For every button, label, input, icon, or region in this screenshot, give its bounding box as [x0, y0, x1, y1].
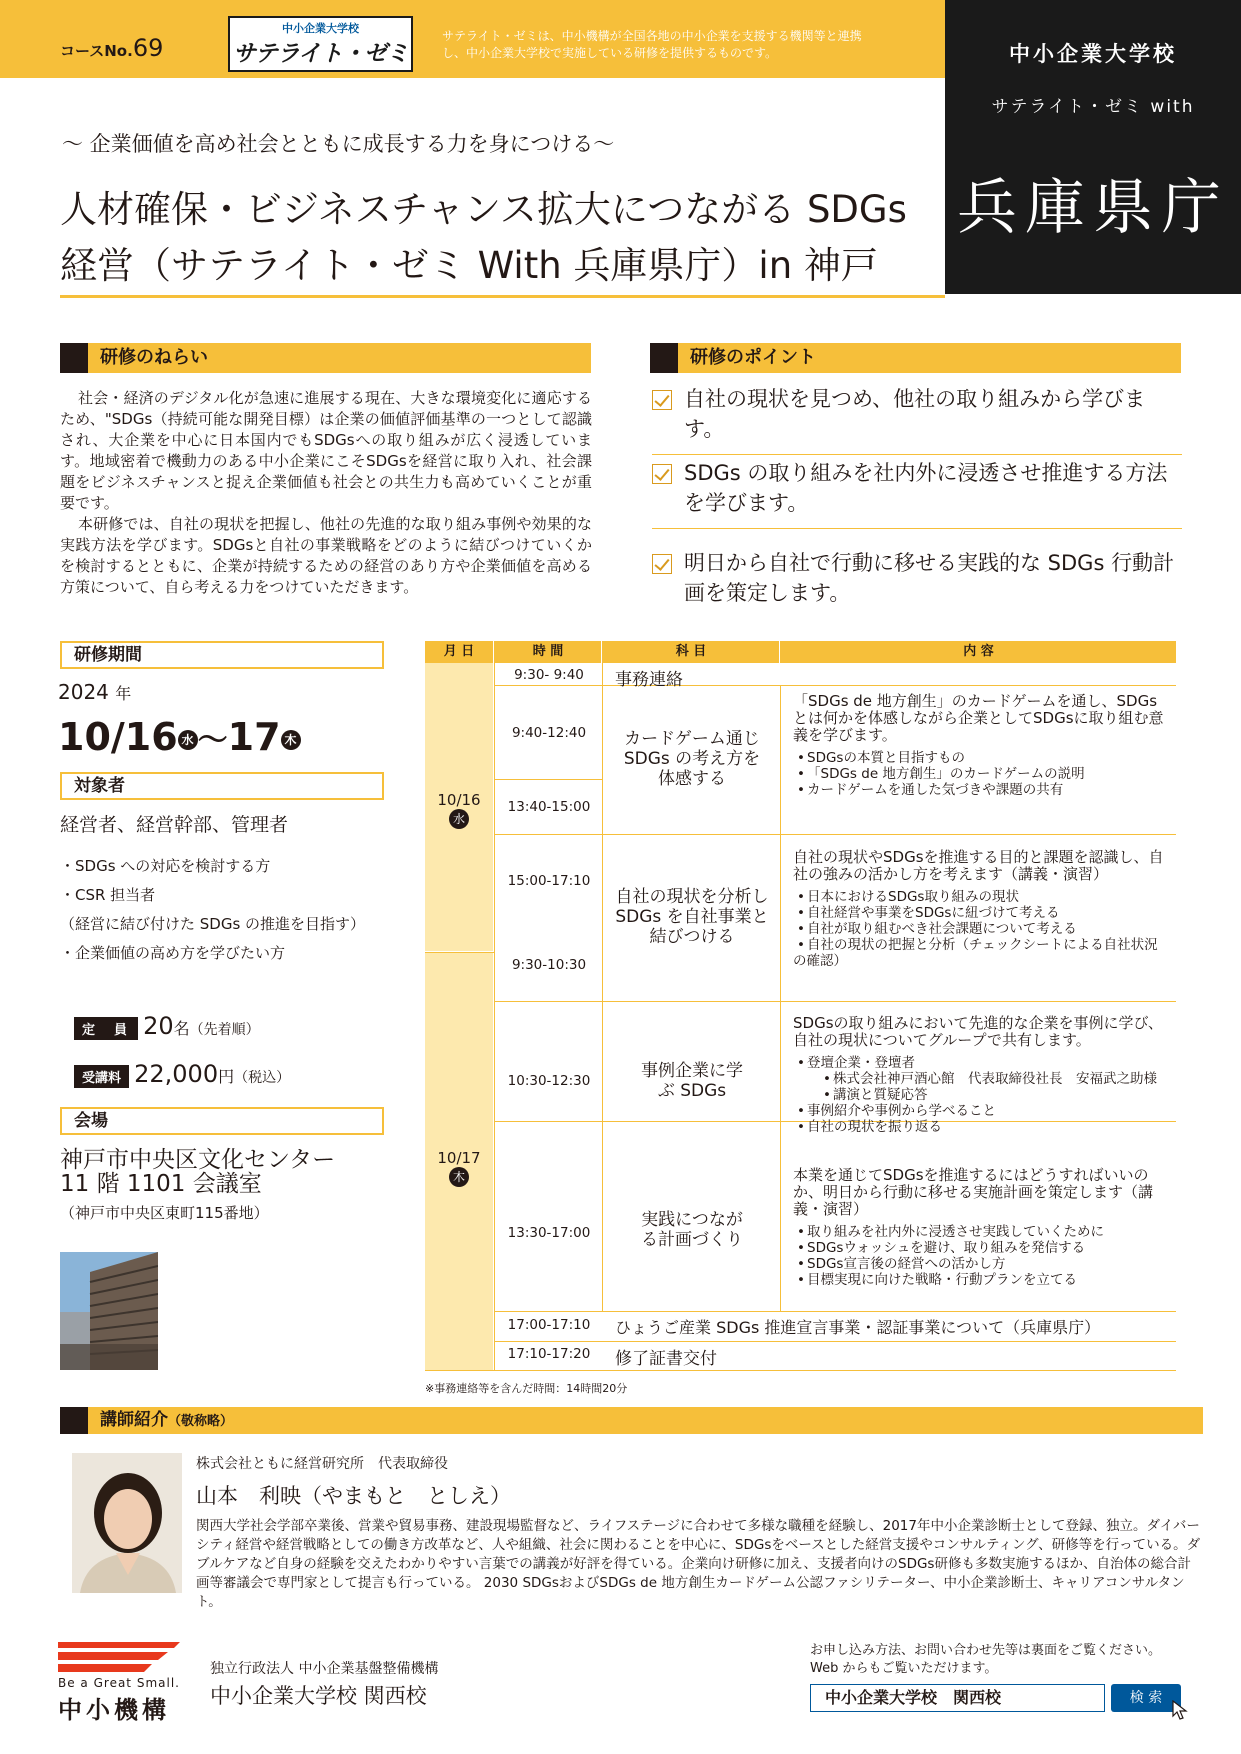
subject-text: 実践につながる計画づくり — [641, 1210, 743, 1250]
satellite-zemi-logo — [228, 16, 413, 72]
instructor-heading — [60, 1407, 1203, 1434]
subject-text: 事例企業に学ぶ SDGs — [641, 1061, 743, 1101]
end-weekday: 木 — [281, 730, 301, 750]
title-line1: 人材確保・ビジネスチャンス拡大につながる SDGs — [60, 188, 907, 231]
day2-weekday: 木 — [449, 1167, 469, 1187]
content-block — [781, 1167, 1176, 1288]
venue-address: （神戸市中央区東町115番地） — [60, 1204, 269, 1222]
page-subtitle: 〜 企業価値を高め社会とともに成長する力を身につける〜 — [62, 132, 615, 156]
search-input[interactable]: 中小企業大学校 関西校 — [810, 1684, 1105, 1712]
day1-date: 10/16 — [437, 791, 481, 809]
content-item: • SDGs宣言後の経営への活かし方 — [793, 1256, 1170, 1272]
content-desc: SDGsの取り組みにおいて先進的な企業を事例に学び、自社の現状についてグループで共有します。 — [793, 1015, 1163, 1049]
points-heading: 研修のポイント — [650, 343, 1181, 373]
time-slot: 17:10-17:20 — [507, 1346, 591, 1362]
title-underline — [60, 295, 945, 298]
org-sub: 独立行政法人 中小企業基盤整備機構 — [210, 1661, 439, 1677]
day1-weekday: 水 — [449, 809, 469, 829]
time-slot: 9:30- 9:40 — [514, 667, 584, 683]
checkbox-icon — [652, 390, 672, 410]
fee-unit: 円 — [218, 1067, 235, 1086]
fee-value: 22,000 — [134, 1060, 219, 1088]
content-item: • SDGsの本質と目指すもの — [793, 750, 1170, 766]
content-item: • 取り組みを社内外に浸透させ実践していくために — [793, 1224, 1170, 1240]
venue-name1: 神戸市中央区文化センター — [60, 1147, 336, 1173]
content-list — [793, 1055, 1170, 1135]
schedule-table — [425, 641, 1176, 1371]
day2-label — [425, 1149, 493, 1187]
time-slot: 10:30-12:30 — [507, 1073, 591, 1089]
target-item: ・CSR 担当者 — [60, 886, 156, 904]
content-item: • 自社が取り組むべき社会課題について考える — [793, 921, 1170, 937]
point-text: 自社の現状を見つめ、他社の取り組みから学びます。 — [684, 387, 1146, 441]
start-date: 10/16 — [58, 715, 178, 759]
content-item: • 日本におけるSDGs取り組みの現状 — [793, 889, 1170, 905]
col-date: 月 日 — [425, 641, 493, 663]
row9-text: 修了証書交付 — [615, 1349, 717, 1369]
start-weekday: 水 — [178, 730, 198, 750]
target-item: （経営に結び付けた SDGs の推進を目指す） — [60, 915, 366, 933]
fee-label: 受講料 — [74, 1065, 129, 1088]
content-desc: 本業を通じてSDGsを推進するにはどうすればいいのか、明日から行動に移せる実施計画を策定します（講義・演習） — [793, 1167, 1154, 1218]
page-title — [60, 182, 940, 294]
period-dates — [58, 715, 301, 759]
course-num: 69 — [132, 34, 164, 62]
time-slot: 9:40-12:40 — [511, 725, 587, 741]
content-item: • 登壇企業・登壇者 — [793, 1055, 1170, 1071]
capacity — [74, 1012, 260, 1040]
instructor-heading-text: 講師紹介 — [100, 1410, 168, 1430]
point-item — [652, 384, 1182, 455]
portrait-image — [72, 1453, 182, 1593]
instructor-heading-note: （敬称略） — [168, 1414, 234, 1429]
content-item: • 事例紹介や事例から学べること — [793, 1103, 1170, 1119]
capacity-note: （先着順） — [189, 1022, 260, 1038]
content-block — [781, 1015, 1176, 1135]
fee — [74, 1060, 290, 1088]
period-heading: 研修期間 — [60, 641, 384, 669]
instructor-bio: 関西大学社会学部卒業後、営業や貿易事務、建設現場監督など、ライフステージに合わせて多様な職種を経験し、2017年中小企業診断士として登録、独立。ダイバーシティ経営や経営戦略としての働き方改革など、人や組織、社会に関わることを中心に、SDGsをベースとした経営支援やコンサルティング、研修等を行っている。ダブルケアなど自身の経験を交えたわかりやすい言葉での講義が好評を得ている。企業向け研修に加え、支援者向けのSDGs研修も多数実施するほか、自治体の総合計画等審議会で専門家として提言も行っている。 2030 SDGsおよびSDGs de 地方創生カードゲーム公認ファシリテーター、中小企業診断士、キャリアコンサルタント。 — [196, 1518, 1201, 1610]
target-item: ・企業価値の高め方を学びたい方 — [60, 944, 286, 962]
point-text: SDGs の取り組みを社内外に浸透させ推進する方法を学びます。 — [684, 461, 1168, 515]
content-item: • 目標実現に向けた戦略・行動プランを立てる — [793, 1272, 1170, 1288]
target-main: 経営者、経営幹部、管理者 — [60, 814, 289, 836]
content-block — [781, 693, 1176, 798]
content-list — [793, 889, 1170, 969]
content-item: • 自社の現状の把握と分析（チェックシートによる自社状況の確認） — [793, 937, 1170, 969]
instructor-name: 山本 利映（やまもと としえ） — [196, 1484, 511, 1508]
aim-para2: 本研修では、自社の現状を把握し、他社の先進的な取り組み事例や効果的な実践方法を学びます。SDGsと自社の事業戦略をどのように結びつけていくかを検討するとともに、企業が持続するための経営のあり方や企業価値を高める方策について、自ら考える力をつけていただきます。 — [60, 515, 592, 596]
venue-heading: 会場 — [60, 1107, 384, 1135]
point-item — [652, 458, 1182, 529]
checkbox-icon — [652, 554, 672, 574]
aim-text — [60, 388, 592, 598]
content-item: • 自社経営や事業をSDGsに紐づけて考える — [793, 905, 1170, 921]
row8-text: ひょうご産業 SDGs 推進宣言事業・認証事業について（兵庫県庁） — [615, 1318, 1101, 1337]
capacity-unit: 名 — [173, 1019, 190, 1038]
search-button[interactable]: 検 索 — [1111, 1684, 1181, 1712]
program-intro: サテライト・ゼミは、中小機構が全国各地の中小企業を支援する機関等と連携し、中小企業大学校で実施している研修を提供するものです。 — [442, 29, 862, 60]
capacity-label: 定 員 — [74, 1017, 138, 1040]
time-slot: 15:00-17:10 — [507, 873, 591, 889]
building-image — [60, 1252, 158, 1370]
cursor-icon — [1172, 1700, 1188, 1724]
end-date: 17 — [227, 715, 281, 759]
checkbox-icon — [652, 464, 672, 484]
subject-text: カードゲーム通じ SDGs の考え方を体感する — [623, 729, 761, 789]
aim-heading: 研修のねらい — [60, 343, 591, 373]
target-list — [60, 852, 365, 968]
logo-small-text: 中小企業大学校 — [282, 22, 359, 35]
notice-text: 事務連絡 — [615, 670, 683, 690]
tagline: Be a Great Small. — [58, 1676, 180, 1690]
footer-note — [810, 1642, 1161, 1678]
footer-note1: お申し込み方法、お問い合わせ先等は裏面をご覧ください。 — [810, 1643, 1162, 1658]
tilde: 〜 — [197, 723, 228, 758]
point-text: 明日から自社で行動に移せる実践的な SDGs 行動計画を策定します。 — [684, 551, 1175, 605]
year: 2024 — [58, 680, 109, 704]
content-item: • カードゲームを通した気づきや課題の共有 — [793, 782, 1170, 798]
content-desc: 「SDGs de 地方創生」のカードゲームを通し、SDGsとは何かを体感しながら企業としてSDGsに取り組む意義を学びます。 — [793, 693, 1164, 744]
aim-para1: 社会・経済のデジタル化が急速に進展する現在、大きな環境変化に適応するため、"SDGs（持続可能な開発目標）は企業の価値評価基準の一つとして認識され、大企業を中心に日本国内でもSDGsへの取り組みが広く浸透しています。地域密着で機動力のある中小企業にこそSDGsを経営に取り入れ、社会課題をビジネスチャンスと捉え企業価値も社会との共生力も高めていくことが重要です。 — [60, 389, 592, 512]
day1-cell — [425, 663, 493, 951]
partner-line2: サテライト・ゼミ with — [991, 97, 1195, 117]
content-item: • 自社の現状を振り返る — [793, 1119, 1170, 1135]
day2-date: 10/17 — [437, 1149, 481, 1167]
course-label: コースNo. — [60, 42, 133, 60]
venue-name2: 11 階 1101 会議室 — [60, 1171, 262, 1197]
target-item: ・SDGs への対応を検討する方 — [60, 857, 271, 875]
speaker-line — [793, 1087, 1170, 1103]
year-unit: 年 — [115, 684, 132, 703]
day2-cell — [425, 953, 493, 1371]
smrj-logo-mark — [58, 1642, 180, 1672]
partner-name: 兵庫県庁 — [957, 173, 1229, 243]
content-item: • 「SDGs de 地方創生」のカードゲームの説明 — [793, 766, 1170, 782]
venue-photo — [60, 1252, 158, 1370]
course-number — [60, 34, 163, 62]
target-heading: 対象者 — [60, 772, 384, 800]
point-item — [652, 548, 1182, 618]
partner-line1: 中小企業大学校 — [1009, 42, 1177, 66]
content-block — [781, 849, 1176, 969]
schedule-footnote: ※事務連絡等を含んだ時間：14時間20分 — [425, 1382, 628, 1395]
capacity-value: 20 — [143, 1012, 174, 1040]
speaker-name: 株式会社神戸酒心館 代表取締役社長 安福武之助様 — [833, 1071, 1157, 1087]
org-logo-text: 中小機構 — [58, 1696, 170, 1724]
pointer-cursor-icon — [1172, 1700, 1188, 1720]
fee-note: （税込） — [234, 1070, 291, 1086]
time-slot: 9:30-10:30 — [511, 957, 587, 973]
col-subject: 科 目 — [603, 641, 779, 663]
time-slot: 13:40-15:00 — [507, 799, 591, 815]
time-slot: 13:30-17:00 — [507, 1225, 591, 1241]
instructor-org: 株式会社ともに経営研究所 代表取締役 — [196, 1456, 448, 1472]
day1-label — [425, 791, 493, 829]
speaker-line — [793, 1071, 1170, 1087]
period-year — [58, 680, 131, 704]
col-time: 時 間 — [495, 641, 601, 663]
time-slot: 17:00-17:10 — [507, 1317, 591, 1333]
title-line2: 経営（サテライト・ゼミ With 兵庫県庁）in 神戸 — [60, 244, 878, 287]
logo-stripes-icon — [58, 1642, 180, 1672]
content-item: • SDGsウォッシュを避け、取り組みを発信する — [793, 1240, 1170, 1256]
content-list — [793, 750, 1170, 798]
footer-note2: Web からもご覧いただけます。 — [810, 1661, 998, 1676]
venue-name — [60, 1148, 335, 1196]
speaker-format: 講演と質疑応答 — [833, 1087, 928, 1103]
content-desc: 自社の現状やSDGsを推進する目的と課題を認識し、自社の強みの活かし方を考えます（講義・演習） — [793, 849, 1164, 883]
col-content: 内 容 — [781, 641, 1176, 663]
content-list — [793, 1224, 1170, 1288]
instructor-photo — [72, 1453, 182, 1593]
school-name: 中小企業大学校 関西校 — [210, 1684, 427, 1708]
logo-big-text: サテライト・ゼミ — [232, 41, 409, 67]
subject-text: 自社の現状を分析し SDGs を自社事業と結びつける — [615, 887, 769, 947]
